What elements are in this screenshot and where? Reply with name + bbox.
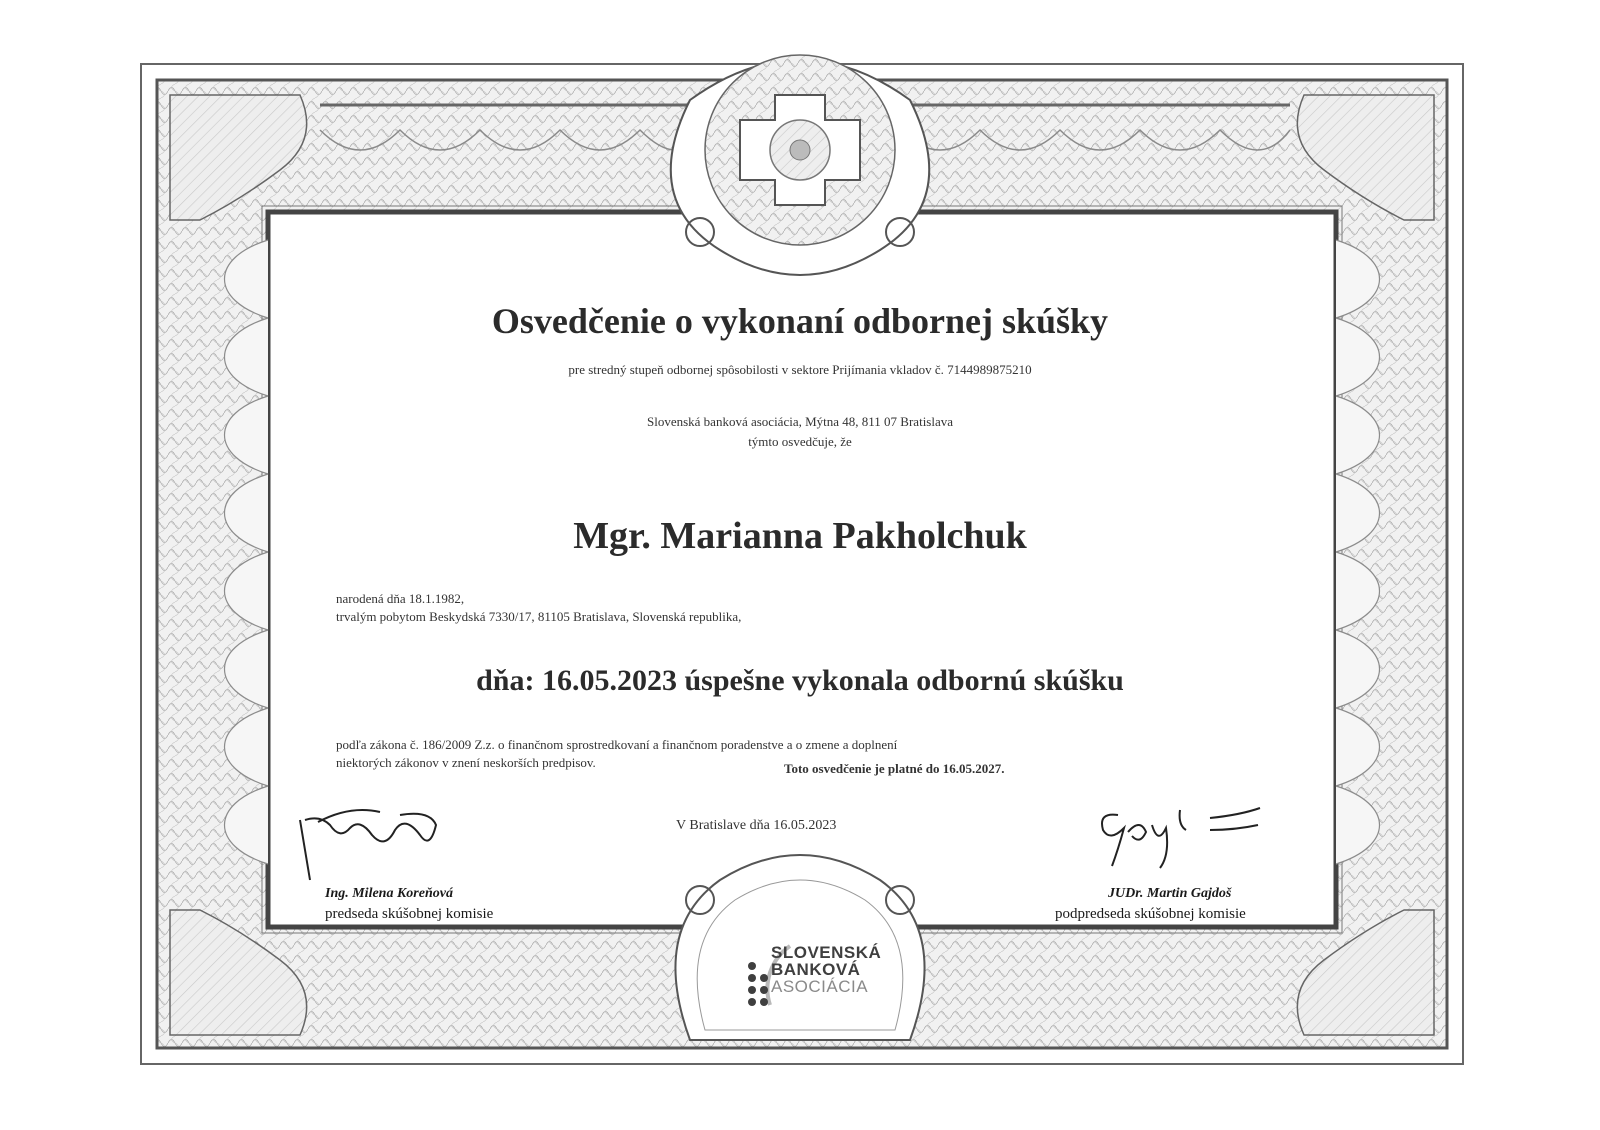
birth-date: narodená dňa 18.1.1982, [336, 591, 465, 606]
signatory-left-role: predseda skúšobnej komisie [325, 906, 494, 922]
certificate-title: Osvedčenie o vykonaní odbornej skúšky [491, 301, 1109, 341]
validity-statement: Toto osvedčenie je platné do 16.05.2027. [784, 761, 1005, 776]
recipient-name: Mgr. Marianna Pakholchuk [573, 515, 1027, 557]
logo-line3: ASOCIÁCIA [771, 977, 869, 996]
certificate-subtitle: pre stredný stupeň odbornej spôsobilosti v sektore Prijímania vkladov č. 7144989875210 [568, 362, 1032, 377]
exam-statement: dňa: 16.05.2023 úspešne vykonala odbornú skúšku [476, 664, 1124, 697]
signatory-left-name: Ing. Milena Koreňová [325, 886, 453, 901]
residence: trvalým pobytom Beskydská 7330/17, 81105 Bratislava, Slovenská republika, [336, 609, 742, 624]
logo-line2: BANKOVÁ [771, 960, 861, 979]
law-reference-line2: niektorých zákonov v znení neskorších predpisov. [336, 755, 596, 770]
issuer-statement: týmto osvedčuje, že [748, 434, 852, 449]
logo-text [771, 944, 881, 995]
logo-line1: SLOVENSKÁ [771, 943, 882, 962]
issuer-address: Slovenská banková asociácia, Mýtna 48, 811 07 Bratislava [646, 414, 954, 429]
law-reference-line1: podľa zákona č. 186/2009 Z.z. o finančnom sprostredkovaní a finančnom poradenstve a o zmene a doplnení [336, 737, 898, 752]
place-date: V Bratislave dňa 16.05.2023 [676, 818, 837, 833]
top-medallion [671, 55, 929, 275]
signatory-right-name: JUDr. Martin Gajdoš [1108, 886, 1232, 901]
signatory-right-role: podpredseda skúšobnej komisie [1055, 906, 1246, 922]
